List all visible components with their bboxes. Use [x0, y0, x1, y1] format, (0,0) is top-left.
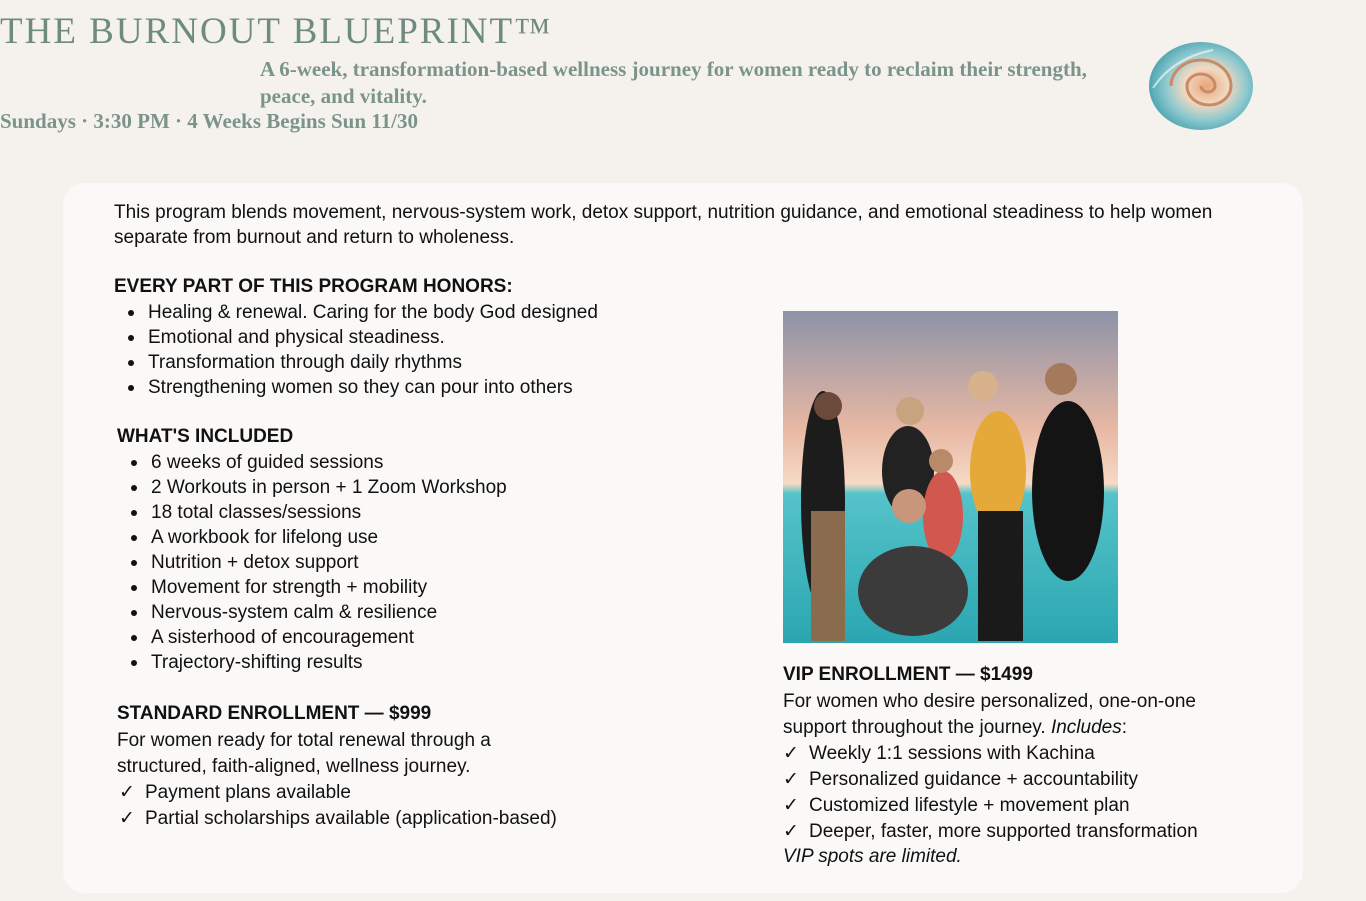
- check-item: ✓ Deeper, faster, more supported transformation: [783, 819, 1303, 845]
- check-icon: ✓: [783, 769, 799, 790]
- check-icon: ✓: [783, 821, 799, 842]
- list-item: 6 weeks of guided sessions: [117, 450, 717, 475]
- check-item: ✓ Partial scholarships available (application-based): [119, 806, 679, 832]
- includes-label: Includes: [1050, 717, 1122, 738]
- included-list: [117, 450, 717, 675]
- list-item: Nervous-system calm & resilience: [117, 600, 717, 625]
- list-item: Transformation through daily rhythms: [114, 350, 734, 375]
- included-heading: WHAT'S INCLUDED: [117, 426, 294, 447]
- list-item: Trajectory-shifting results: [117, 650, 717, 675]
- standard-description: For women ready for total renewal through a structured, faith-aligned, wellness journey.: [117, 730, 491, 777]
- list-item: Nutrition + detox support: [117, 550, 717, 575]
- honors-heading: EVERY PART OF THIS PROGRAM HONORS:: [114, 276, 513, 297]
- check-item: ✓ Personalized guidance + accountability: [783, 767, 1303, 793]
- list-item: Movement for strength + mobility: [117, 575, 717, 600]
- group-photo: [783, 311, 1118, 643]
- vip-description: For women who desire personalized, one-on-one support throughout the journey. Includes:: [783, 691, 1196, 738]
- list-item: Emotional and physical steadiness.: [114, 325, 734, 350]
- check-icon: ✓: [119, 808, 135, 829]
- vip-note: VIP spots are limited.: [783, 846, 962, 867]
- standard-enrollment-heading: STANDARD ENROLLMENT — $999: [117, 703, 432, 724]
- check-item: ✓ Payment plans available: [119, 780, 679, 806]
- vip-enrollment-heading: VIP ENROLLMENT — $1499: [783, 664, 1033, 685]
- seashell-image: [1143, 38, 1255, 134]
- list-item: A sisterhood of encouragement: [117, 625, 717, 650]
- list-item: A workbook for lifelong use: [117, 525, 717, 550]
- list-item: 18 total classes/sessions: [117, 500, 717, 525]
- check-item: ✓ Weekly 1:1 sessions with Kachina: [783, 741, 1303, 767]
- intro-paragraph: This program blends movement, nervous-system work, detox support, nutrition guidance, and emotional steadiness to help women separate from burnout and return to wholeness.: [114, 202, 1213, 248]
- check-icon: ✓: [783, 743, 799, 764]
- page-title: THE BURNOUT BLUEPRINT™: [0, 11, 553, 52]
- honors-list: [114, 300, 734, 400]
- list-item: Healing & renewal. Caring for the body God designed: [114, 300, 734, 325]
- check-icon: ✓: [783, 795, 799, 816]
- check-item: ✓ Customized lifestyle + movement plan: [783, 793, 1303, 819]
- page-subtitle: A 6-week, transformation-based wellness journey for women ready to reclaim their strength, peace, and vitality.: [260, 57, 1087, 108]
- check-icon: ✓: [119, 782, 135, 803]
- standard-checklist: [119, 780, 679, 832]
- list-item: Strengthening women so they can pour into others: [114, 375, 734, 400]
- vip-checklist: [783, 741, 1303, 845]
- list-item: 2 Workouts in person + 1 Zoom Workshop: [117, 475, 717, 500]
- schedule-line: Sundays · 3:30 PM · 4 Weeks Begins Sun 11/30: [0, 109, 418, 133]
